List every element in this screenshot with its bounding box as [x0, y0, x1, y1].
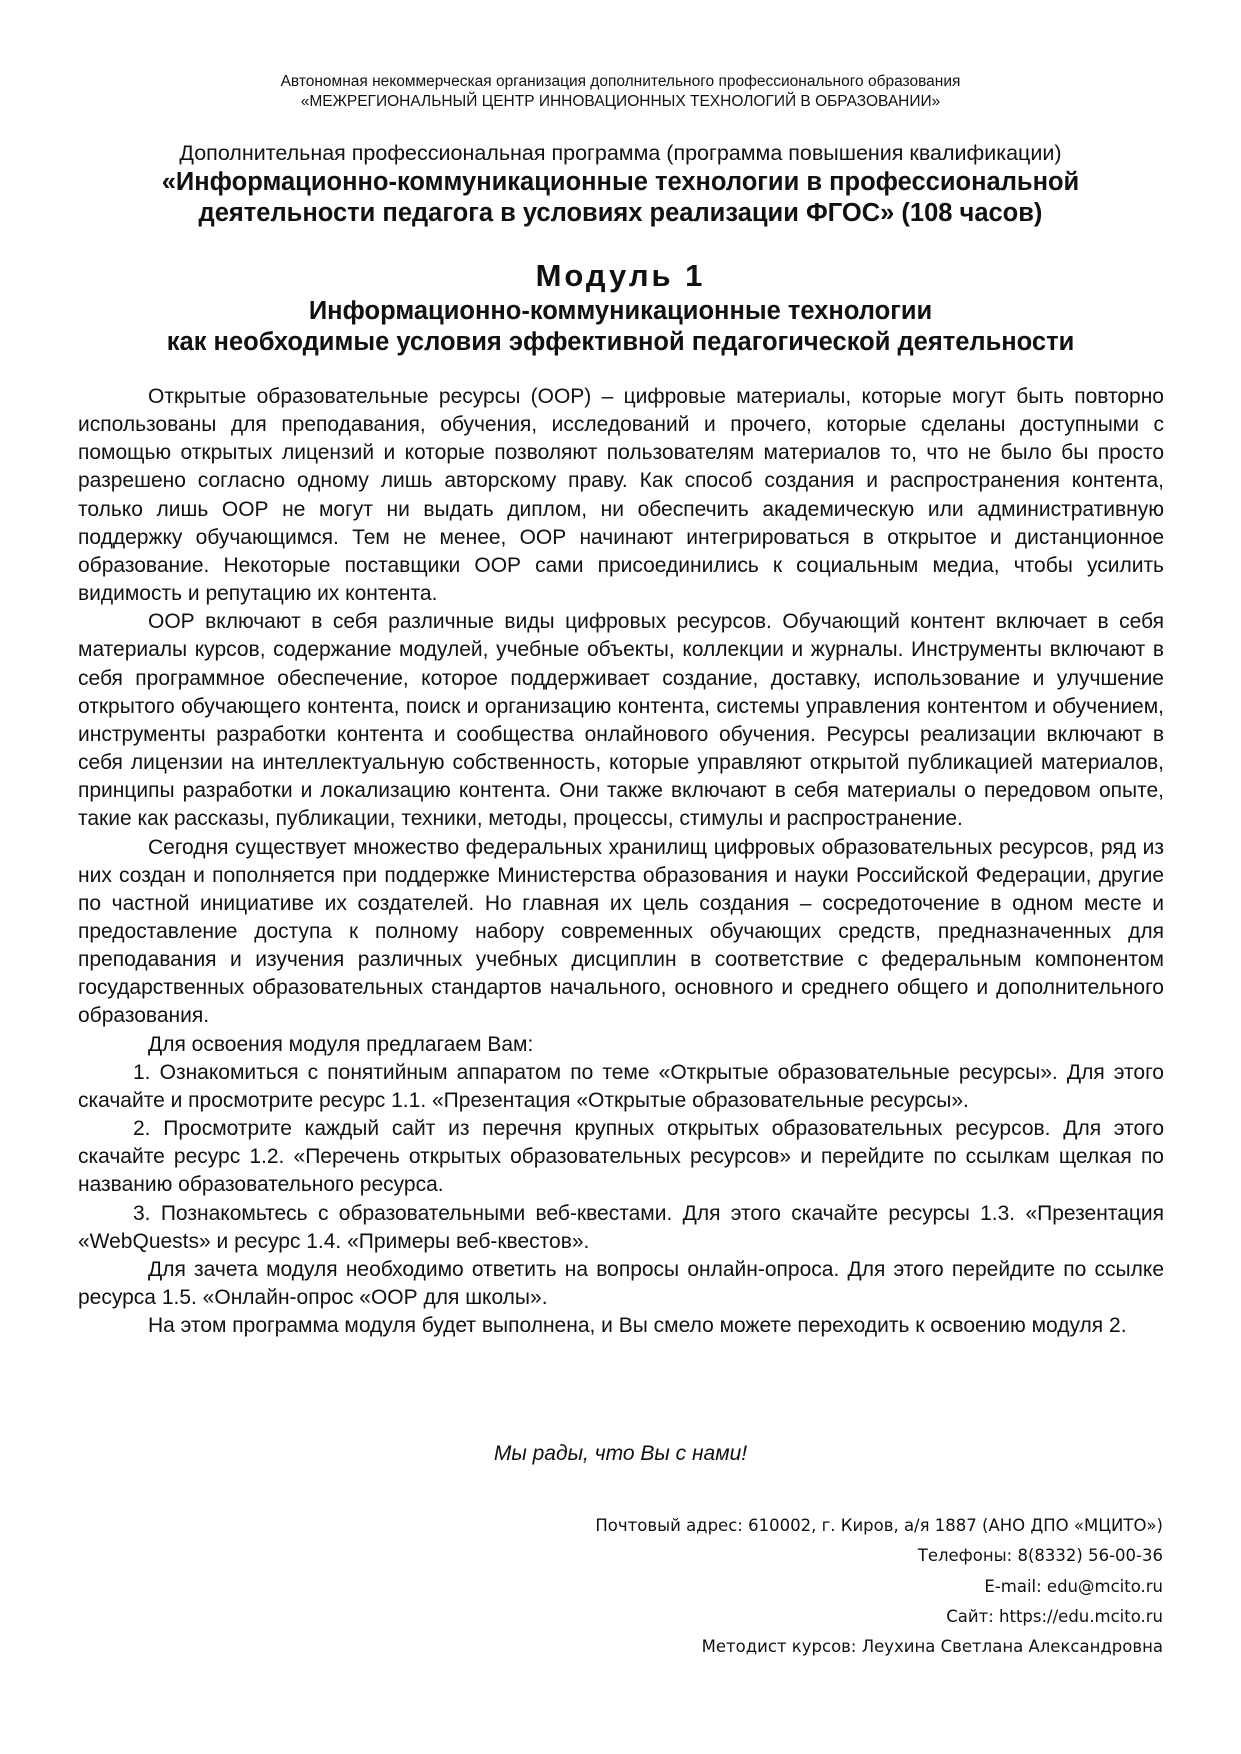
course-methodist: Методист курсов: Леухина Светлана Александровна: [701, 1637, 1163, 1657]
paragraph-oer-types: ООР включают в себя различные виды цифровых ресурсов. Обучающий контент включает в себя материалы курсов, содержание модулей, учебные объекты, коллекции и журналы. Инструменты включают в себя программное обеспечение, которое поддерживает создание, доставку, использование и улучшение открытого обучающего контента, поиск и организацию контента, системы управления контентом и обучением, инструменты разработки контента и сообщества онлайнового обучения. Ресурсы реализации включают в себя лицензии на интеллектуальную собственность, которые управляют открытой публикацией материалов, принципы разработки и локализацию контента. Они также включают в себя материалы о передовом опыте, такие как рассказы, публикации, техники, методы, процессы, стимулы и распространение.: [78, 610, 1164, 831]
organization-header: [0, 72, 1241, 112]
module-header: [0, 256, 1241, 358]
program-title-line-1: «Информационно-коммуникационные технологии в профессиональной: [161, 168, 1080, 196]
website-address: Сайт: https://edu.mcito.ru: [946, 1606, 1163, 1626]
contact-block: [463, 1511, 1163, 1662]
task-item-1: 1. Ознакомиться с понятийным аппаратом по теме «Открытые образовательные ресурсы». Для этого скачайте и просмотрите ресурс 1.1. «Презентация «Открытые образовательные ресурсы».: [78, 1060, 1164, 1112]
organization-name: «МЕЖРЕГИОНАЛЬНЫЙ ЦЕНТР ИННОВАЦИОННЫХ ТЕХНОЛОГИЙ В ОБРАЗОВАНИИ»: [300, 93, 941, 110]
module-title-line-1: Информационно-коммуникационные технологии: [308, 297, 933, 325]
phone-numbers: Телефоны: 8(8332) 56-00-36: [917, 1546, 1163, 1566]
paragraph-oer-definition: Открытые образовательные ресурсы (ООР) – цифровые материалы, которые могут быть повторно использованы для преподавания, обучения, исследований и прочего, которые сделаны доступными с помощью открытых лицензий и которые позволяют пользователям материалов то, что не было бы просто разрешено согласно одному лишь авторскому праву. Как способ создания и распространения контента, только лишь ООР не могут ни выдать диплом, ни обеспечить академическую или административную поддержку обучающимся. Тем не менее, ООР начинают интегрироваться в открытое и дистанционное образование. Некоторые поставщики ООР сами присоединились к социальным медиа, чтобы усилить видимость и репутацию их контента.: [78, 385, 1164, 606]
task-item-3: 3. Познакомьтесь с образовательными веб-квестами. Для этого скачайте ресурсы 1.3. «Презентация «WebQuests» и ресурс 1.4. «Примеры веб-квестов».: [78, 1201, 1164, 1253]
program-header: [0, 140, 1241, 229]
program-kind: Дополнительная профессиональная программа (программа повышения квалификации): [179, 141, 1062, 165]
email-address: E-mail: edu@mcito.ru: [984, 1576, 1163, 1596]
paragraph-survey: Для зачета модуля необходимо ответить на вопросы онлайн-опроса. Для этого перейдите по ссылке ресурса 1.5. «Онлайн-опрос «ООР для школы».: [78, 1257, 1164, 1309]
paragraph-completion: На этом программа модуля будет выполнена, и Вы смело можете переходить к освоению модуля 2.: [148, 1314, 1127, 1338]
postal-address: Почтовый адрес: 610002, г. Киров, а/я 1887 (АНО ДПО «МЦИТО»): [595, 1516, 1163, 1535]
task-item-2: 2. Просмотрите каждый сайт из перечня крупных открытых образовательных ресурсов. Для этого скачайте ресурс 1.2. «Перечень открытых образовательных ресурсов» и перейдите по ссылкам щелкая по названию образовательного ресурса.: [78, 1117, 1164, 1197]
paragraph-federal-repositories: Сегодня существует множество федеральных хранилищ цифровых образовательных ресурсов, ряд из них создан и пополняется при поддержке Министерства образования и науки Российской Федерации, другие по частной инициативе их создателей. Но главная их цель создания – сосредоточение в одном месте и предоставление доступа к полному набору современных обучающих средств, предназначенных для преподавания и изучения различных учебных дисциплин в соответствие с федеральным компонентом государственных образовательных стандартов начального, основного и среднего общего и дополнительного образования.: [78, 835, 1164, 1028]
module-label: Модуль 1: [535, 258, 706, 293]
paragraph-tasks-intro: Для освоения модуля предлагаем Вам:: [148, 1032, 534, 1056]
document-body: [78, 383, 1164, 1340]
organization-type: Автономная некоммерческая организация дополнительного профессионального образования: [280, 73, 961, 90]
closing-message: Мы рады, что Вы с нами!: [493, 1442, 748, 1465]
program-title-line-2: деятельности педагога в условиях реализации ФГОС» (108 часов): [198, 199, 1043, 227]
module-title-line-2: как необходимые условия эффективной педагогической деятельности: [166, 328, 1075, 356]
